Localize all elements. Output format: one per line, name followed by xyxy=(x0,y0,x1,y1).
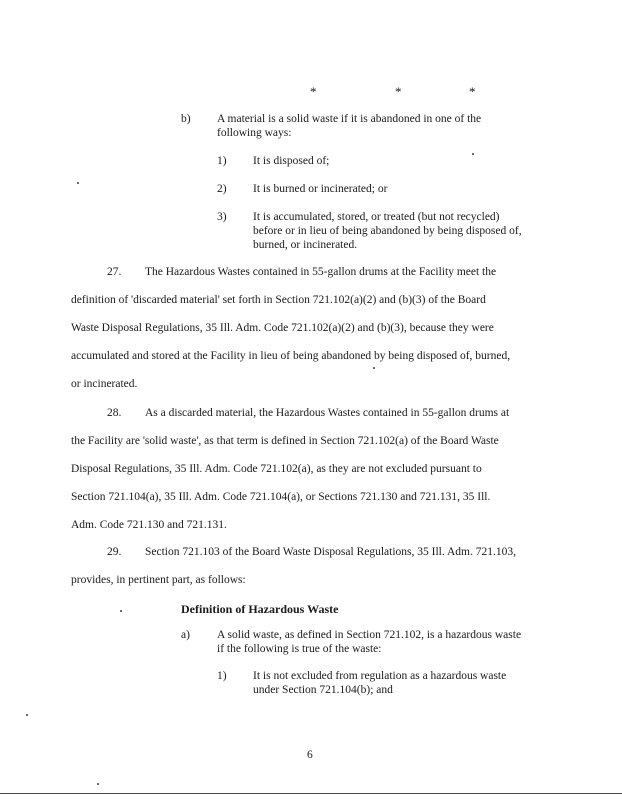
scan-speck xyxy=(97,783,99,785)
page-number: 6 xyxy=(307,749,313,761)
list-item-text: It is accumulated, stored, or treated (but not recycled) xyxy=(253,211,500,223)
section-heading: Definition of Hazardous Waste xyxy=(181,602,339,616)
scan-speck xyxy=(472,153,474,155)
list-item-text: It is burned or incinerated; or xyxy=(253,183,388,195)
list-item-label: 3) xyxy=(217,211,227,223)
list-item-label: 2) xyxy=(217,183,227,195)
paragraph-line: provides, in pertinent part, as follows: xyxy=(71,574,246,586)
list-item-text: It is not excluded from regulation as a hazardous waste xyxy=(253,670,507,682)
subsection-label: a) xyxy=(181,629,190,641)
paragraph-line: definition of 'discarded material' set forth in Section 721.102(a)(2) and (b)(3) of the Board xyxy=(71,294,486,306)
list-item-text: before or in lieu of being abandoned by being disposed of, xyxy=(253,225,522,237)
paragraph-number: 27. xyxy=(107,266,122,278)
ellipsis-asterisk: * xyxy=(395,84,402,99)
subsection-text: if the following is true of the waste: xyxy=(217,643,382,655)
list-item-text: under Section 721.104(b); and xyxy=(253,684,393,696)
paragraph-line: accumulated and stored at the Facility in lieu of being abandoned by being disposed of, burned, xyxy=(71,350,511,362)
list-item-label: 1) xyxy=(217,155,227,167)
scan-edge-line xyxy=(0,793,622,794)
paragraph-line: Section 721.104(a), 35 Ill. Adm. Code 721.104(a), or Sections 721.130 and 721.131, 35 Ill. xyxy=(71,491,491,503)
ellipsis-asterisk: * xyxy=(310,84,317,99)
paragraph-line: Adm. Code 721.130 and 721.131. xyxy=(71,519,227,531)
ellipsis-asterisk: * xyxy=(469,84,476,99)
paragraph-line: Section 721.103 of the Board Waste Disposal Regulations, 35 Ill. Adm. 721.103, xyxy=(145,546,516,558)
paragraph-line: The Hazardous Wastes contained in 55-gallon drums at the Facility meet the xyxy=(145,266,497,278)
scan-speck xyxy=(77,182,79,184)
subsection-label: b) xyxy=(181,113,191,125)
scan-speck xyxy=(120,610,122,612)
subsection-text: A material is a solid waste if it is abandoned in one of the xyxy=(217,113,482,125)
subsection-text: A solid waste, as defined in Section 721.102, is a hazardous waste xyxy=(217,629,522,641)
paragraph-line: or incinerated. xyxy=(71,378,138,390)
paragraph-line: the Facility are 'solid waste', as that term is defined in Section 721.102(a) of the Board Waste xyxy=(71,435,499,447)
paragraph-line: Waste Disposal Regulations, 35 Ill. Adm. Code 721.102(a)(2) and (b)(3), because they were xyxy=(71,322,494,334)
list-item-text: It is disposed of; xyxy=(253,155,330,167)
paragraph-number: 28. xyxy=(107,407,122,419)
paragraph-number: 29. xyxy=(107,546,122,558)
scan-speck xyxy=(373,367,375,369)
subsection-text: following ways: xyxy=(217,127,292,139)
list-item-text: burned, or incinerated. xyxy=(253,239,358,251)
paragraph-line: Disposal Regulations, 35 Ill. Adm. Code 721.102(a), as they are not excluded pursuant to xyxy=(71,463,482,475)
paragraph-line: As a discarded material, the Hazardous Wastes contained in 55-gallon drums at xyxy=(145,407,510,419)
list-item-label: 1) xyxy=(217,670,227,682)
scan-speck xyxy=(26,714,28,716)
